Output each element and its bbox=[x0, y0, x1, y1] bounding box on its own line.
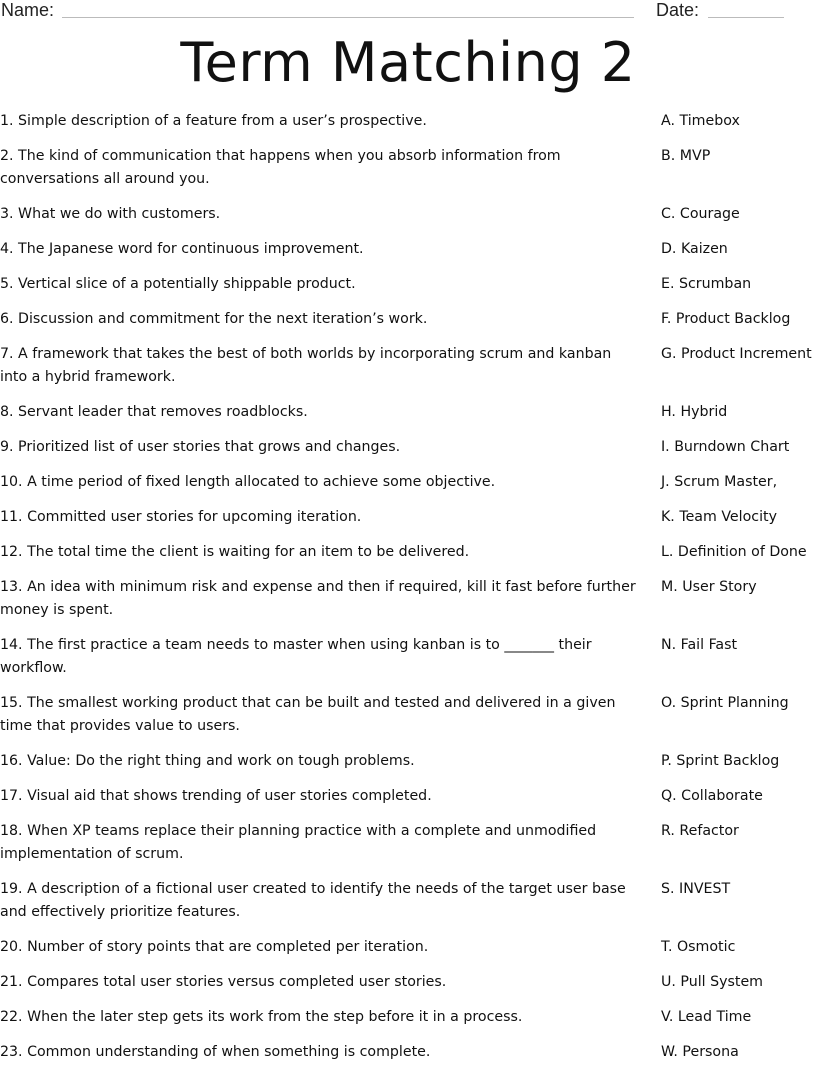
clue-text: 4. The Japanese word for continuous improvement. bbox=[0, 241, 364, 257]
term-text: C. Courage bbox=[661, 206, 740, 222]
clue-text: 23. Common understanding of when something is complete. bbox=[0, 1044, 431, 1060]
clue-text: 10. A time period of fixed length allocated to achieve some objective. bbox=[0, 474, 496, 490]
term-text: K. Team Velocity bbox=[661, 509, 777, 525]
term-text: E. Scrumban bbox=[661, 276, 752, 292]
matching-row bbox=[0, 308, 816, 331]
clue-text: 5. Vertical slice of a potentially shippable product. bbox=[0, 276, 356, 292]
term-text: U. Pull System bbox=[661, 974, 764, 990]
term-text: Q. Collaborate bbox=[661, 788, 763, 804]
term-text: I. Burndown Chart bbox=[661, 439, 790, 455]
worksheet-header bbox=[0, 0, 816, 22]
term-text: B. MVP bbox=[661, 148, 711, 164]
matching-row bbox=[0, 436, 816, 459]
clue-text: 15. The smallest working product that can be built and tested and delivered in a given time that provides value to users. bbox=[0, 695, 616, 734]
clue-text: 6. Discussion and commitment for the next iteration’s work. bbox=[0, 311, 428, 327]
term-text: S. INVEST bbox=[661, 881, 731, 897]
matching-row bbox=[0, 576, 816, 622]
matching-row bbox=[0, 401, 816, 424]
matching-row bbox=[0, 692, 816, 738]
matching-row bbox=[0, 1006, 816, 1029]
matching-row bbox=[0, 506, 816, 529]
clue-text: 22. When the later step gets its work from the step before it in a process. bbox=[0, 1009, 523, 1025]
clue-text: 9. Prioritized list of user stories that grows and changes. bbox=[0, 439, 401, 455]
matching-row bbox=[0, 785, 816, 808]
clue-text: 12. The total time the client is waiting for an item to be delivered. bbox=[0, 544, 470, 560]
matching-list bbox=[0, 110, 816, 1076]
term-text: G. Product Increment bbox=[661, 346, 812, 362]
term-text: N. Fail Fast bbox=[661, 637, 738, 653]
clue-text: 20. Number of story points that are completed per iteration. bbox=[0, 939, 429, 955]
clue-text: 3. What we do with customers. bbox=[0, 206, 221, 222]
clue-text: 21. Compares total user stories versus completed user stories. bbox=[0, 974, 447, 990]
page-title: Term Matching 2 bbox=[180, 31, 636, 94]
term-text: T. Osmotic bbox=[661, 939, 736, 955]
matching-row bbox=[0, 110, 816, 133]
matching-row bbox=[0, 1041, 816, 1064]
term-text: P. Sprint Backlog bbox=[661, 753, 780, 769]
clue-text: 7. A framework that takes the best of both worlds by incorporating scrum and kanban into a hybrid framework. bbox=[0, 346, 612, 385]
term-text: J. Scrum Master, bbox=[661, 474, 778, 490]
matching-row bbox=[0, 203, 816, 226]
date-label: Date: bbox=[656, 0, 700, 20]
term-text: H. Hybrid bbox=[661, 404, 728, 420]
term-text: A. Timebox bbox=[661, 113, 740, 129]
clue-text: 14. The first practice a team needs to master when using kanban is to _______ their workflow. bbox=[0, 637, 592, 676]
matching-row bbox=[0, 273, 816, 296]
matching-row bbox=[0, 971, 816, 994]
date-blank[interactable] bbox=[708, 17, 784, 18]
name-label: Name: bbox=[1, 0, 55, 20]
matching-row bbox=[0, 750, 816, 773]
clue-text: 18. When XP teams replace their planning practice with a complete and unmodified implementation of scrum. bbox=[0, 823, 597, 862]
clue-text: 13. An idea with minimum risk and expense and then if required, kill it fast before further money is spent. bbox=[0, 579, 636, 618]
matching-row bbox=[0, 238, 816, 261]
term-text: R. Refactor bbox=[661, 823, 739, 839]
matching-row bbox=[0, 471, 816, 494]
term-text: O. Sprint Planning bbox=[661, 695, 789, 711]
matching-row bbox=[0, 343, 816, 389]
clue-text: 16. Value: Do the right thing and work on tough problems. bbox=[0, 753, 415, 769]
term-text: V. Lead Time bbox=[661, 1009, 752, 1025]
clue-text: 1. Simple description of a feature from a user’s prospective. bbox=[0, 113, 427, 129]
matching-row bbox=[0, 820, 816, 866]
clue-text: 17. Visual aid that shows trending of user stories completed. bbox=[0, 788, 432, 804]
name-blank[interactable] bbox=[62, 17, 634, 18]
clue-text: 2. The kind of communication that happens when you absorb information from conversations all around you. bbox=[0, 148, 561, 187]
term-text: L. Definition of Done bbox=[661, 544, 807, 560]
matching-row bbox=[0, 541, 816, 564]
matching-row bbox=[0, 145, 816, 191]
term-text: D. Kaizen bbox=[661, 241, 728, 257]
term-text: W. Persona bbox=[661, 1044, 739, 1060]
clue-text: 19. A description of a fictional user created to identify the needs of the target user base and effectively prioritize features. bbox=[0, 881, 626, 920]
clue-text: 8. Servant leader that removes roadblocks. bbox=[0, 404, 308, 420]
clue-text: 11. Committed user stories for upcoming iteration. bbox=[0, 509, 362, 525]
matching-row bbox=[0, 634, 816, 680]
matching-row bbox=[0, 878, 816, 924]
matching-row bbox=[0, 936, 816, 959]
term-text: F. Product Backlog bbox=[661, 311, 791, 327]
term-text: M. User Story bbox=[661, 579, 757, 595]
